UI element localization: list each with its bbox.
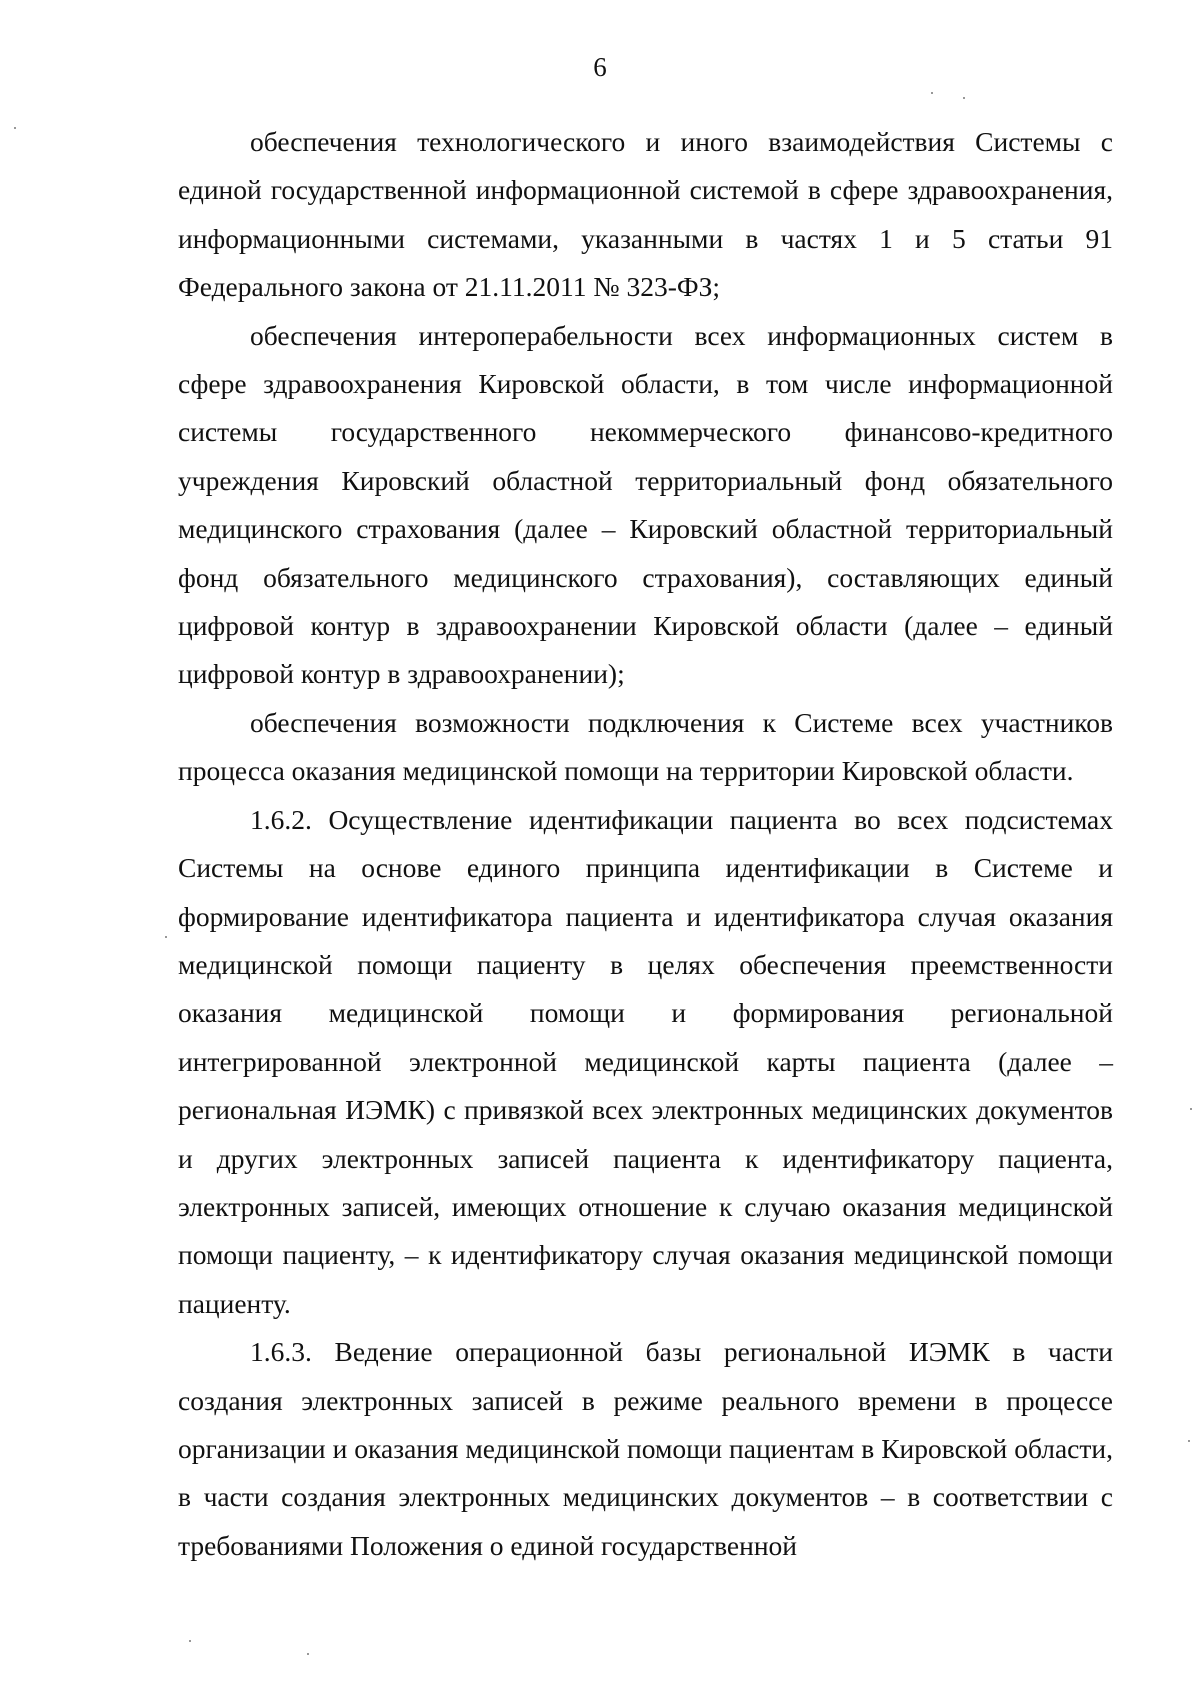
paragraph-1-6-2: 1.6.2. Осуществление идентификации пациента во всех подсистемах Системы на основе единого принципа идентификации в Системе и формирование идентификатора пациента и идентификатора случая оказания медицинской помощи пациенту в целях обеспечения преемственности оказания медицинской помощи и формирования региональной интегрированной электронной медицинской карты пациента (далее – региональная ИЭМК) с привязкой всех электронных медицинских документов и других электронных записей пациента к идентификатору пациента, электронных записей, имеющих отношение к случаю оказания медицинской помощи пациенту, – к идентификатору случая оказания медицинской помощи пациенту. [178,803,1113,1319]
scan-speck [307,1653,309,1655]
scan-speck [1188,1440,1190,1442]
scan-speck [14,127,16,129]
scan-speck [165,936,167,938]
paragraph-interoperability: обеспечения интероперабельности всех информационных систем в сфере здравоохранения Кировской области, в том числе информационной системы государственного некоммерческого финансово-кредитного учреждения Кировский областной территориальный фонд обязательного медицинского страхования (далее – Кировский областной территориальный фонд обязательного медицинского страхования), составляющих единый цифровой контур в здравоохранении Кировской области (далее – единый цифровой контур в здравоохранении); [178,319,1113,690]
scan-speck [931,92,933,94]
scan-speck [189,1640,191,1642]
paragraph-connection-participants: обеспечения возможности подключения к Системе всех участников процесса оказания медицинской помощи на территории Кировской области. [178,706,1113,787]
document-body [178,118,1113,1570]
scan-speck [963,97,965,99]
paragraph-technological-interaction: обеспечения технологического и иного взаимодействия Системы с единой государственной информационной системой в сфере здравоохранения, информационными системами, указанными в частях 1 и 5 статьи 91 Федерального закона от 21.11.2011 № 323-ФЗ; [178,126,1113,303]
scan-speck [1190,1108,1192,1110]
paragraph-1-6-3: 1.6.3. Ведение операционной базы региональной ИЭМК в части создания электронных записей в режиме реального времени в процессе организации и оказания медицинской помощи пациентам в Кировской области, в части создания электронных медицинских документов – в соответствии с требованиями Положения о единой государственной [178,1336,1113,1561]
page-number: 6 [593,52,607,82]
